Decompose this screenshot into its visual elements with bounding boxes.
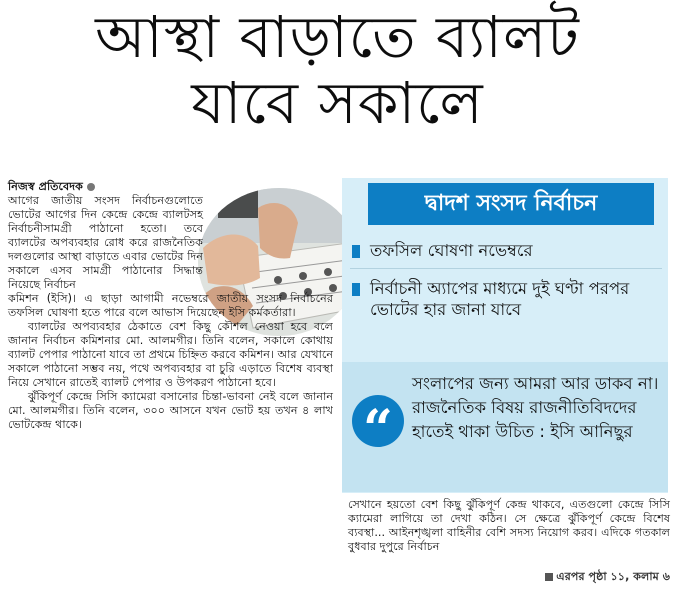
paragraph-4: ঝুঁকিপূর্ণ কেন্দ্রে সিসি ক্যামেরা বসানোর চিন্তা-ভাবনা নেই বলে জানান মো. আলমগীর। তিনি বলেন, ৩০০ আসনে যখন ভোট হয় তখন ৪ লাখ ভোটকেন্দ্র থাকে। [8, 390, 333, 431]
sidebar-divider [350, 268, 662, 269]
sidebar-item-schedule [352, 240, 662, 261]
square-icon [545, 573, 553, 581]
quote-text: সংলাপের জন্য আমরা আর ডাকব না। রাজনৈতিক বিষয় রাজনীতিবিদদের হাতেই থাকা উচিত : ইসি আনিছুর [412, 374, 659, 441]
paragraph-1: আগের জাতীয় সংসদ নির্বাচনগুলোতে ভোটের আগের দিন কেন্দ্রে কেন্দ্রে ব্যালটসহ নির্বাচনীসামগ্রী পাঠানো হতো। তবে ব্যালটের অপব্যবহার রোধ করে রাজনৈতিক দলগুলোর আস্থা বাড়াতে এবার ভোটের দিন সকালে এসব সামগ্রী পাঠানোর সিদ্ধান্ত নিয়েছে নির্বাচন [8, 194, 203, 291]
body-column-right [348, 498, 670, 554]
continued-text: এরপর পৃষ্ঠা ১১, কলাম ৬ [556, 570, 670, 583]
byline-dot-icon [87, 183, 95, 191]
continued-note [480, 568, 670, 587]
byline [8, 180, 203, 194]
body-column-left [8, 180, 333, 432]
quote-icon: “ [352, 395, 404, 447]
sidebar-item-schedule-text: তফসিল ঘোষণা নভেম্বরে [370, 241, 533, 260]
headline [0, 4, 675, 136]
headline-line-2: যাবে সকালে [191, 69, 484, 137]
bullet-icon [352, 245, 360, 258]
paragraph-2: কমিশন (ইসি)। এ ছাড়া আগামী নভেম্বরে জাতীয় সংসদ নির্বাচনের তফসিল ঘোষণা হতে পারে বলে আভাস দিয়েছেন ইসি কর্মকর্তারা। [8, 292, 333, 319]
paragraph-right: সেখানে হয়তো বেশ কিছু ঝুঁকিপূর্ণ কেন্দ্র থাকবে, এতগুলো কেন্দ্রে সিসি ক্যামেরা লাগিয়ে তা দেখা কঠিন। সে ক্ষেত্রে ঝুঁকিপূর্ণ কেন্দ্রে বিশেষ ব্যবস্থা... আইনশৃঙ্খলা বাহিনীর বেশি সদস্য নিয়োগ করব। এদিকে গতকাল বুধবার দুপুরে নির্বাচন [348, 498, 670, 553]
sidebar-title: দ্বাদশ সংসদ নির্বাচন [368, 183, 654, 225]
paragraph-3: ব্যালটের অপব্যবহার ঠেকাতে বেশ কিছু কৌশল নেওয়া হবে বলে জানান নির্বাচন কমিশনার মো. আলমগীর। তিনি বলেন, সকালে কোথায় ব্যালট পেপার পাঠানো যাবে তা প্রথমে চিহ্নিত করবে কমিশন। আর যেখানে সকালে পাঠানো সম্ভব নয়, পথে অপব্যবহার বা চুরি এড়াতে বিশেষ ব্যবস্থা নিয়ে সেখানে রাতেই ব্যালট পেপার ও উপকরণ পাঠানো হবে। [8, 320, 334, 389]
sidebar-item-app-text: নির্বাচনী অ্যাপের মাধ্যমে দুই ঘণ্টা পরপর ভোটের হার জানা যাবে [370, 279, 630, 319]
headline-line-1: আস্থা বাড়াতে ব্যালট [95, 3, 580, 71]
bullet-icon [352, 283, 360, 296]
sidebar-item-app [352, 278, 662, 320]
byline-text: নিজস্ব প্রতিবেদক [8, 180, 83, 193]
